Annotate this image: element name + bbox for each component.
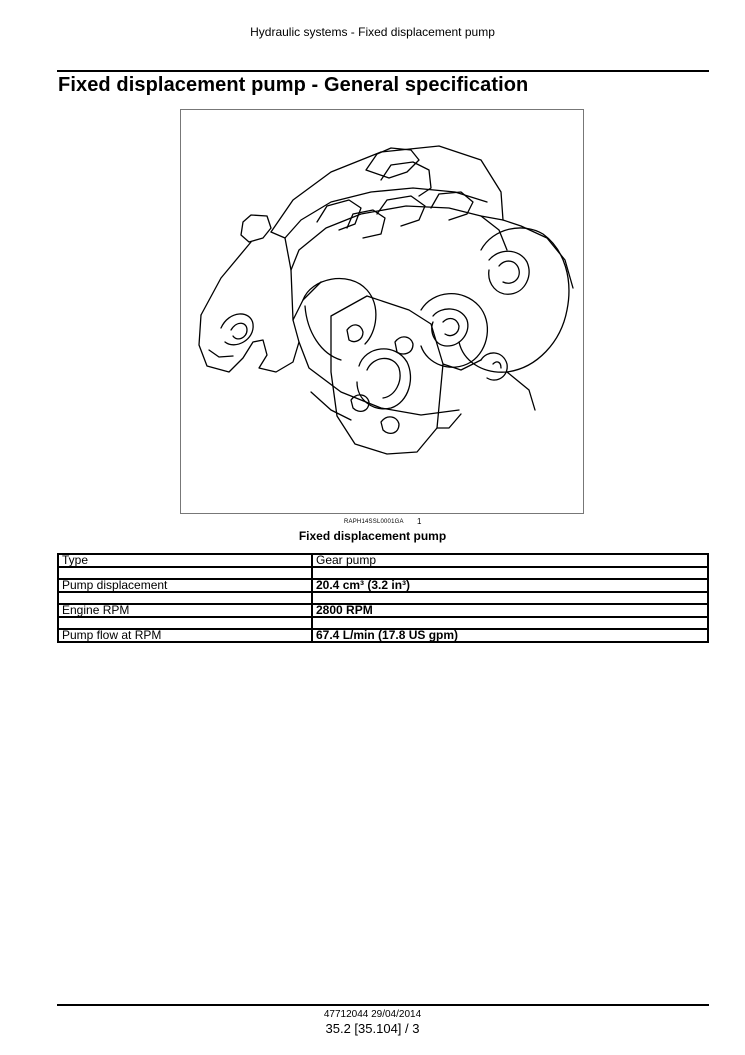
- table-row: [58, 579, 708, 592]
- spec-value: 2800 RPM: [312, 604, 708, 617]
- pump-illustration: [180, 109, 584, 514]
- figure-caption: Fixed displacement pump: [298, 529, 447, 543]
- figure-reference-code: RAPH14SSL0001GA: [344, 519, 404, 525]
- footer-doc-reference: 47712044 29/04/2014: [323, 1009, 422, 1020]
- header-rule: [57, 70, 709, 72]
- spec-label: Type: [58, 554, 312, 567]
- footer-rule: [57, 1004, 709, 1006]
- table-row: [58, 554, 708, 567]
- spec-label: Pump displacement: [58, 579, 312, 592]
- table-row-empty: [58, 592, 708, 604]
- footer-page-number: 35.2 [35.104] / 3: [325, 1021, 420, 1036]
- spec-table: [57, 553, 709, 643]
- spec-value: 67.4 L/min (17.8 US gpm): [312, 629, 708, 642]
- figure-number: 1: [417, 517, 422, 526]
- running-header: Hydraulic systems - Fixed displacement pump: [250, 25, 495, 39]
- spec-label: Engine RPM: [58, 604, 312, 617]
- table-row: [58, 629, 708, 642]
- spec-value: 20.4 cm³ (3.2 in³): [312, 579, 708, 592]
- table-row: [58, 604, 708, 617]
- spec-label: Pump flow at RPM: [58, 629, 312, 642]
- spec-value: Gear pump: [312, 554, 708, 567]
- section-title: Fixed displacement pump - General specification: [58, 74, 529, 96]
